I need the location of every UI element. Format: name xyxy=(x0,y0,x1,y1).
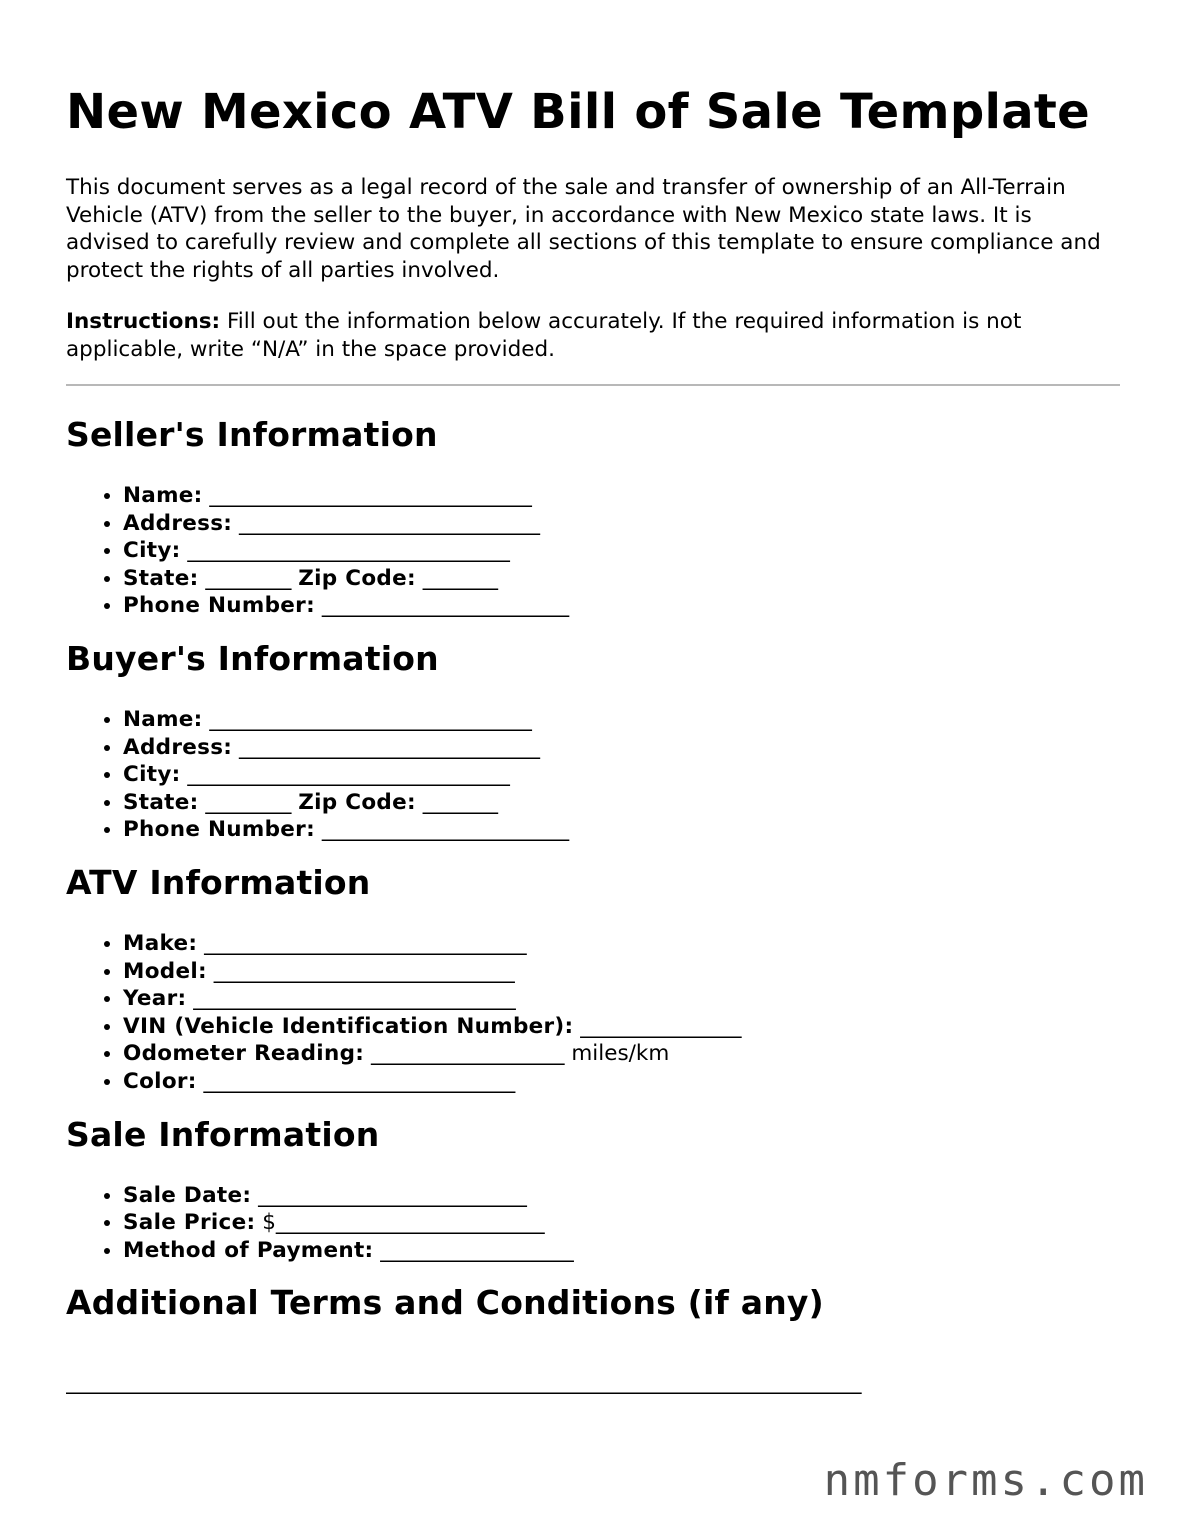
buyer-address-field[interactable] xyxy=(123,734,1118,762)
seller-state-label: State: xyxy=(123,565,199,591)
atv-odometer-unit: miles/km xyxy=(564,1041,670,1067)
seller-fields xyxy=(66,482,1118,620)
atv-make-field[interactable] xyxy=(123,930,1118,958)
atv-make-label: Make: xyxy=(123,930,198,956)
buyer-heading: Buyer's Information xyxy=(66,638,439,678)
buyer-state-zip-field[interactable] xyxy=(123,789,1118,817)
sale-date-label: Sale Date: xyxy=(123,1182,252,1208)
atv-year-label: Year: xyxy=(123,986,187,1012)
atv-model-blank[interactable]: ____________________________ xyxy=(206,958,515,984)
sale-date-blank[interactable]: _________________________ xyxy=(251,1182,527,1208)
buyer-address-blank[interactable]: ____________________________ xyxy=(232,734,541,760)
buyer-city-field[interactable] xyxy=(123,761,1118,789)
instructions-text: Fill out the information below accurately. If the required information is not applicable, write “N/A” in the space provided. xyxy=(66,309,1022,362)
buyer-fields xyxy=(66,706,1118,844)
seller-city-blank[interactable]: ______________________________ xyxy=(180,538,510,564)
buyer-state-label: State: xyxy=(123,789,199,815)
sale-price-field[interactable] xyxy=(123,1209,1118,1237)
atv-vin-field[interactable] xyxy=(123,1013,1118,1041)
atv-fields xyxy=(66,930,1118,1096)
sale-price-blank[interactable]: $_________________________ xyxy=(255,1210,545,1236)
intro-paragraph: This document serves as a legal record of the sale and transfer of ownership of an All-Terrain Vehicle (ATV) from the seller to the buyer, in accordance with New Mexico state laws. It is advised to carefully review and complete all sections of this template to ensure compliance and protect the rights of all parties involved. xyxy=(66,175,1101,283)
sale-date-field[interactable] xyxy=(123,1182,1118,1210)
buyer-zip-blank[interactable]: _______ xyxy=(415,789,498,815)
seller-zip-label: Zip Code: xyxy=(298,565,416,591)
sale-fields xyxy=(66,1182,1118,1265)
seller-phone-label: Phone Number: xyxy=(123,593,315,619)
atv-color-label: Color: xyxy=(123,1068,197,1094)
terms-blank-line[interactable]: __________________________________________________________________________ xyxy=(66,1370,862,1396)
seller-city-field[interactable] xyxy=(123,537,1118,565)
atv-color-field[interactable] xyxy=(123,1068,1118,1096)
seller-phone-blank[interactable]: _______________________ xyxy=(314,593,570,619)
atv-year-blank[interactable]: ______________________________ xyxy=(186,986,516,1012)
seller-state-zip-field[interactable] xyxy=(123,565,1118,593)
seller-address-blank[interactable]: ____________________________ xyxy=(232,510,541,536)
buyer-city-label: City: xyxy=(123,762,181,788)
seller-address-field[interactable] xyxy=(123,510,1118,538)
sale-payment-field[interactable] xyxy=(123,1237,1118,1265)
seller-name-blank[interactable]: ______________________________ xyxy=(202,483,532,508)
buyer-zip-label: Zip Code: xyxy=(298,789,416,815)
atv-odometer-blank[interactable]: __________________ xyxy=(364,1041,565,1067)
atv-model-field[interactable] xyxy=(123,958,1118,986)
seller-zip-blank[interactable]: _______ xyxy=(415,565,498,591)
sale-payment-blank[interactable]: __________________ xyxy=(373,1237,574,1263)
buyer-phone-label: Phone Number: xyxy=(123,817,315,843)
atv-heading: ATV Information xyxy=(66,862,371,902)
sale-heading: Sale Information xyxy=(66,1114,380,1154)
seller-city-label: City: xyxy=(123,538,181,564)
seller-name-label: Name: xyxy=(123,483,203,508)
watermark-logo: nmforms.com xyxy=(823,1455,1148,1506)
atv-odometer-field[interactable] xyxy=(123,1040,1118,1068)
buyer-name-field[interactable] xyxy=(123,706,1118,734)
seller-state-blank[interactable]: ________ xyxy=(198,565,299,591)
seller-heading: Seller's Information xyxy=(66,415,438,454)
seller-name-field[interactable] xyxy=(123,482,1118,510)
seller-phone-field[interactable] xyxy=(123,592,1118,620)
atv-model-label: Model: xyxy=(123,958,207,984)
atv-color-blank[interactable]: _____________________________ xyxy=(196,1068,516,1094)
buyer-city-blank[interactable]: ______________________________ xyxy=(180,762,510,788)
sale-price-label: Sale Price: xyxy=(123,1210,256,1236)
seller-address-label: Address: xyxy=(123,510,233,536)
buyer-state-blank[interactable]: ________ xyxy=(198,789,299,815)
buyer-phone-blank[interactable]: _______________________ xyxy=(314,817,570,843)
atv-odometer-label: Odometer Reading: xyxy=(123,1041,365,1067)
atv-vin-label: VIN (Vehicle Identification Number): xyxy=(123,1013,574,1039)
atv-year-field[interactable] xyxy=(123,985,1118,1013)
buyer-phone-field[interactable] xyxy=(123,816,1118,844)
instructions-paragraph xyxy=(66,308,1120,363)
instructions-label: Instructions: xyxy=(66,309,221,334)
buyer-name-blank[interactable]: ______________________________ xyxy=(202,706,532,732)
atv-make-blank[interactable]: ______________________________ xyxy=(197,930,527,956)
terms-heading: Additional Terms and Conditions (if any) xyxy=(66,1283,824,1323)
buyer-address-label: Address: xyxy=(123,734,233,760)
page-title: New Mexico ATV Bill of Sale Template xyxy=(66,84,1091,140)
atv-vin-blank[interactable]: _______________ xyxy=(573,1013,742,1039)
sale-payment-label: Method of Payment: xyxy=(123,1237,374,1263)
section-divider xyxy=(66,384,1120,386)
buyer-name-label: Name: xyxy=(123,706,203,732)
